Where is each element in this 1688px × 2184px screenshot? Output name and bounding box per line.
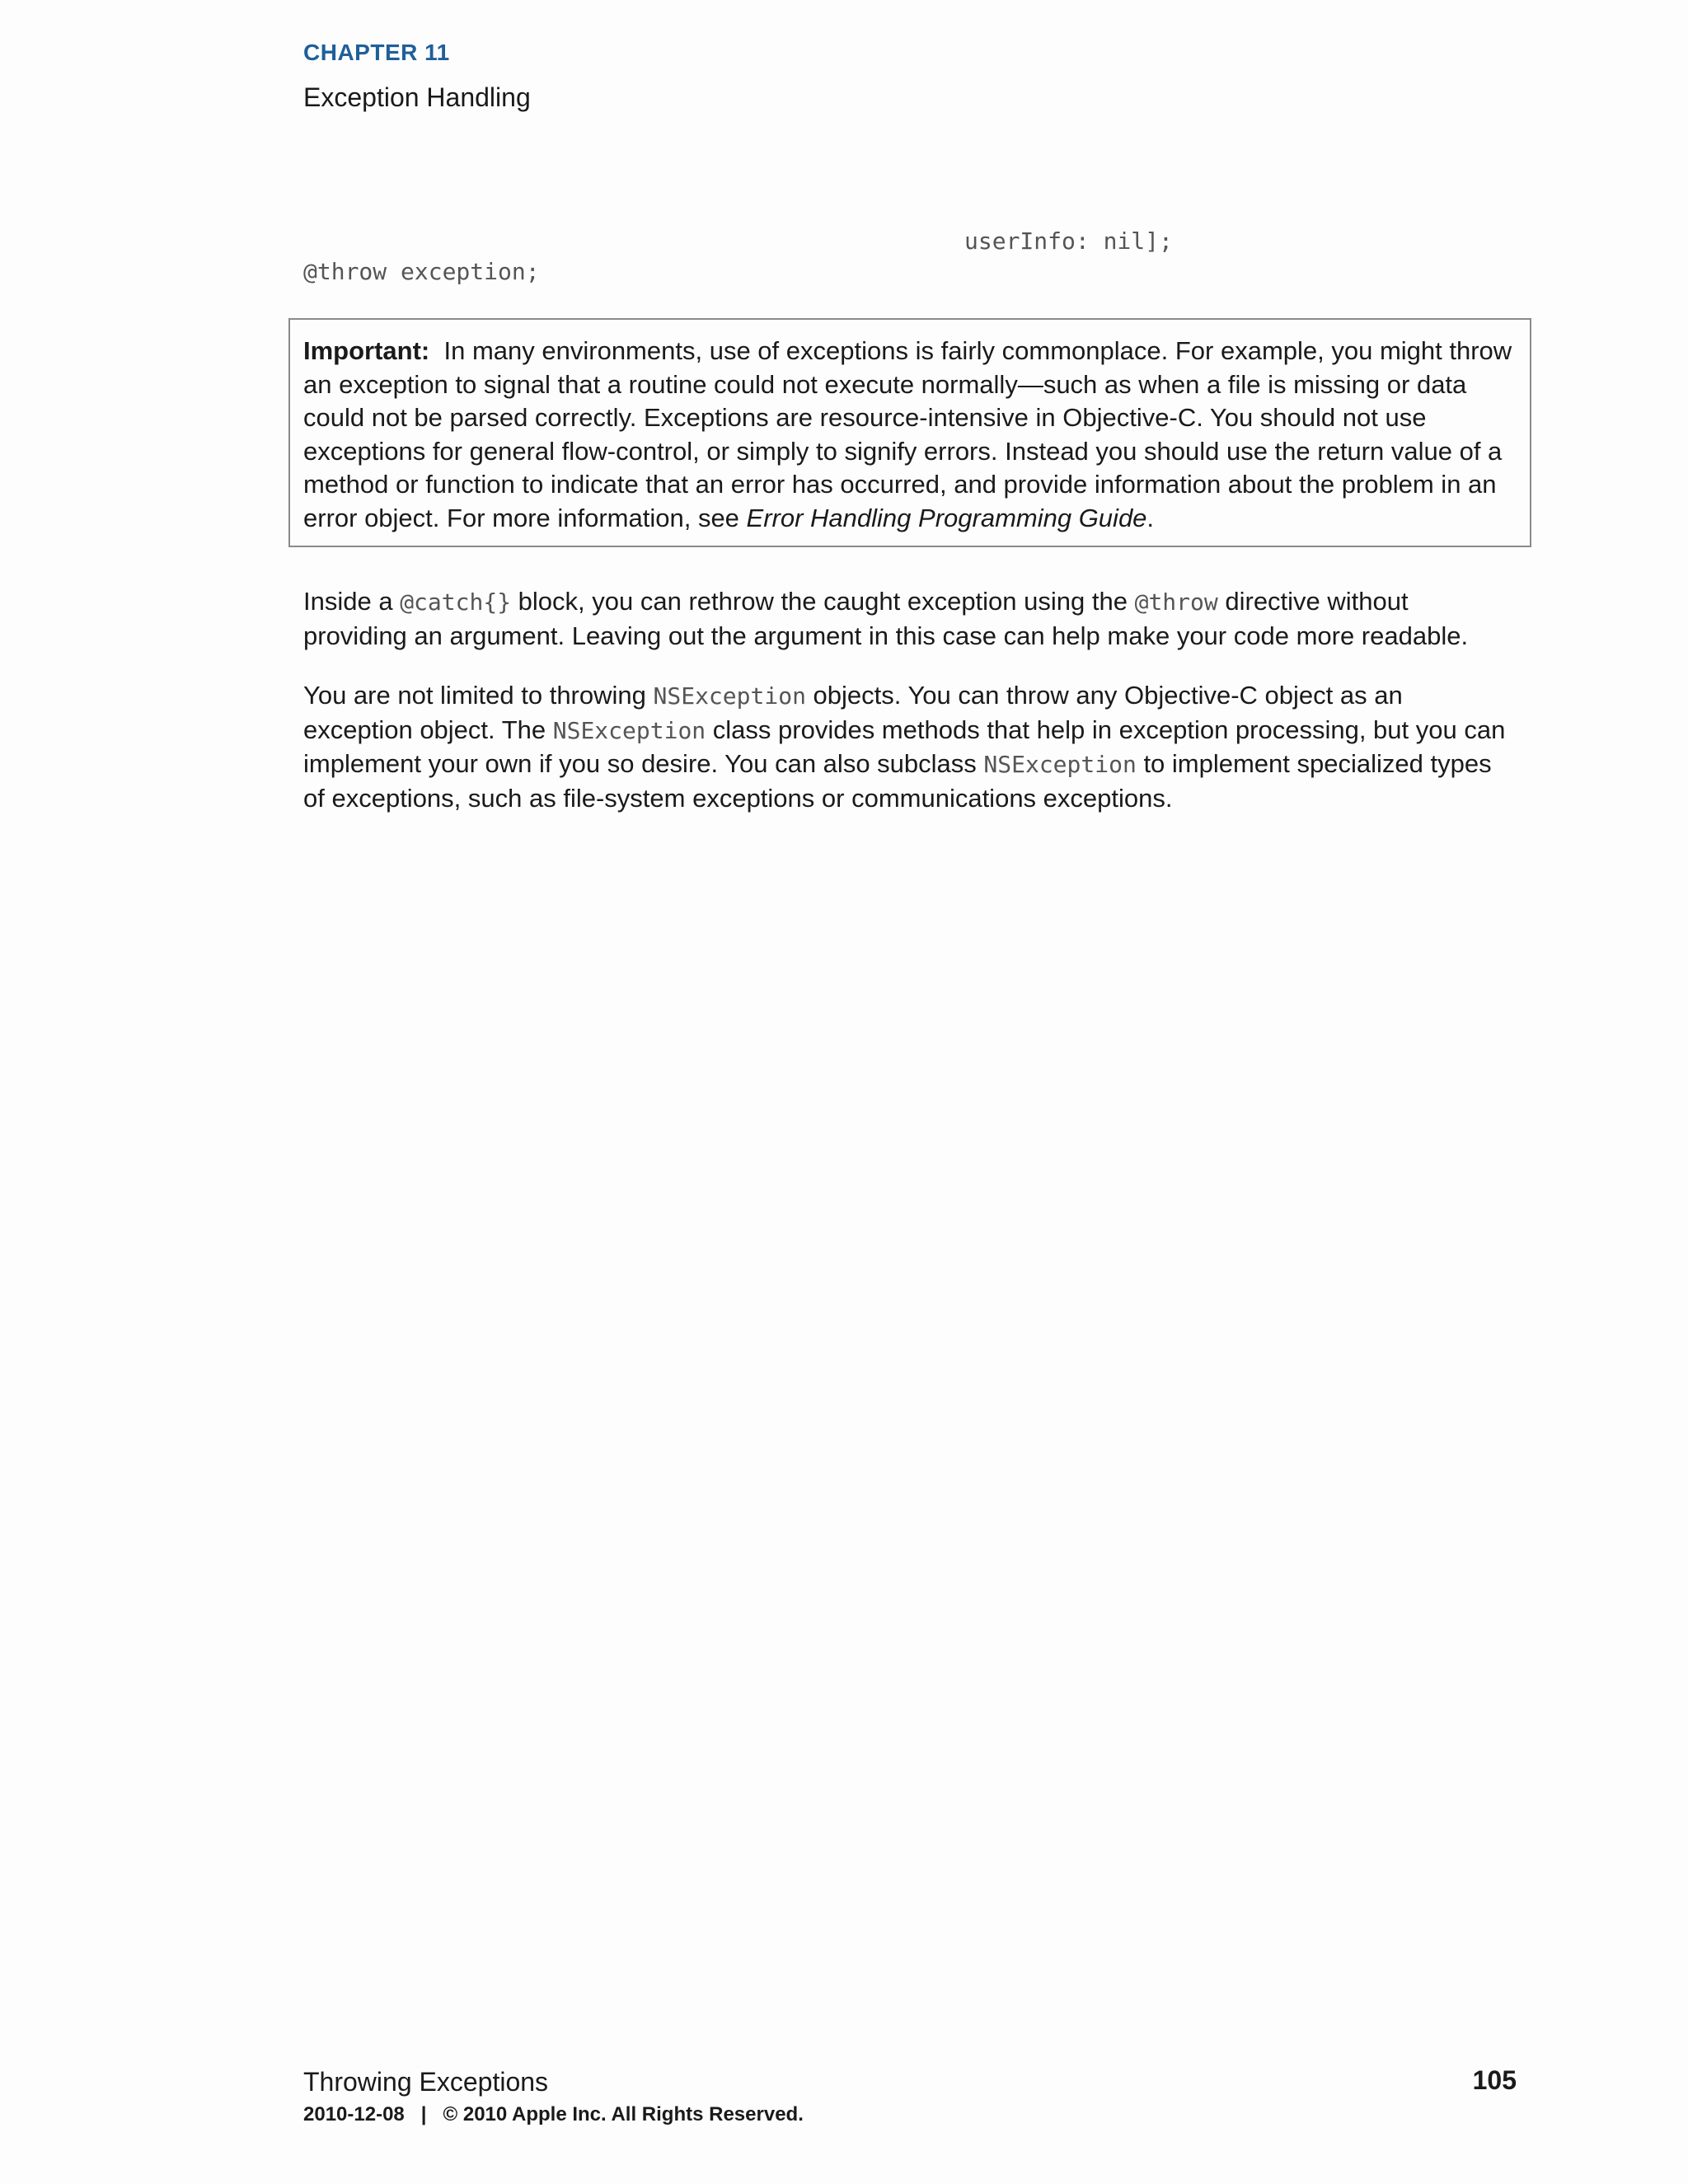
text-run: objects. You can throw any Objective-C object as an exception object. The (303, 681, 1403, 744)
important-text-end: . (1146, 503, 1155, 532)
text-run: directive without providing an argument. Leaving out the argument in this case can help make your code more readable. (303, 587, 1469, 650)
footer-copyright: 2010-12-08 | © 2010 Apple Inc. All Rights Reserved. (303, 2103, 804, 2125)
inline-code: @throw (1134, 588, 1218, 616)
text-run: Inside a (303, 587, 401, 616)
important-note-box (288, 318, 1531, 547)
text-run: class provides methods that help in exception processing, but you can implement your own if you so desire. You can also subclass (303, 715, 1506, 778)
chapter-label: CHAPTER 11 (303, 40, 450, 65)
paragraph-rethrow (303, 585, 1517, 653)
important-text: In many environments, use of exceptions is fairly commonplace. For example, you might throw an exception to signal that a routine could not execute normally—such as when a file is missing or data could not be parsed correctly. Exceptions are resource-intensive in Objective-C. You should not use exceptions for general flow-control, or simply to signify errors. Instead you should use the return value of a method or function to indicate that an error has occurred, and provide information about the problem in an error object. For more information, see (303, 336, 1512, 532)
page-number: 105 (1472, 2065, 1517, 2095)
text-run: You are not limited to throwing (303, 681, 654, 710)
inline-code: NSException (653, 682, 806, 710)
footer-section-title: Throwing Exceptions (303, 2067, 549, 2097)
code-line: userInfo: nil]; (964, 227, 1173, 255)
important-label: Important: (303, 336, 430, 365)
inline-code: @catch{} (400, 588, 512, 616)
text-run: block, you can rethrow the caught exception using the (511, 587, 1135, 616)
text-run: to implement specialized types of exceptions, such as file-system exceptions or communications exceptions. (303, 749, 1492, 813)
paragraph-throw-objects (303, 679, 1517, 815)
inline-code: NSException (552, 716, 706, 744)
guide-title-link[interactable]: Error Handling Programming Guide (746, 503, 1147, 532)
inline-code: NSException (983, 751, 1137, 778)
code-line: @throw exception; (303, 258, 540, 285)
chapter-title: Exception Handling (303, 82, 531, 112)
